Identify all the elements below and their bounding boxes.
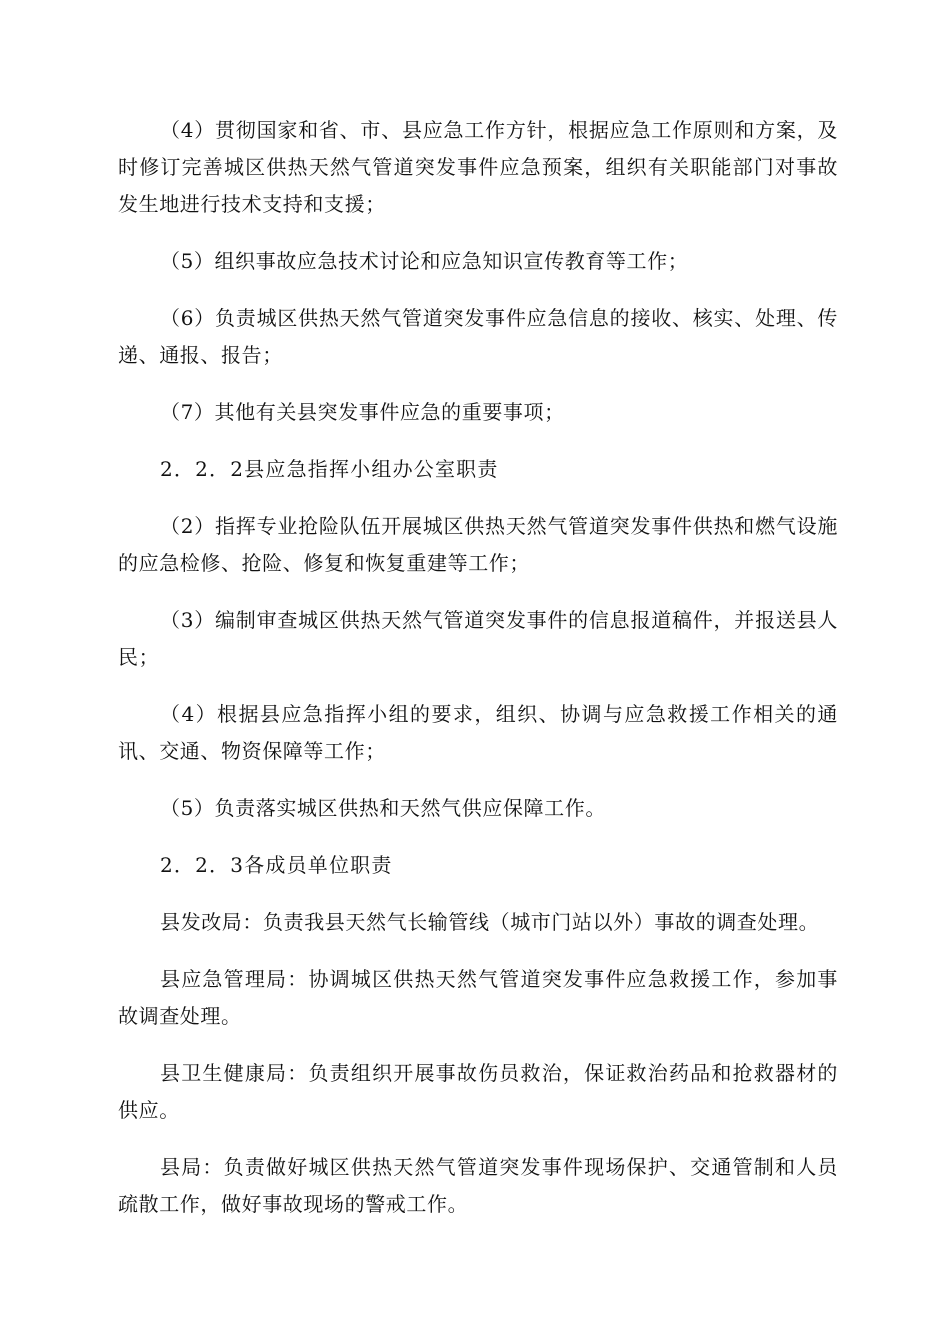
paragraph-office-item-5: （5）负责落实城区供热和天然气供应保障工作。 <box>160 796 606 820</box>
section-heading-2-2-2: 2．2．2县应急指挥小组办公室职责 <box>160 457 499 481</box>
paragraph-item-5-training: （5）组织事故应急技术讨论和应急知识宣传教育等工作； <box>160 249 689 273</box>
section-heading-2-2-3: 2．2．3各成员单位职责 <box>160 853 393 877</box>
paragraph-office-item-4: （4）根据县应急指挥小组的要求，组织、协调与应急救援工作相关的通讯、交通、物资保障等工作； <box>118 702 838 763</box>
paragraph-office-item-2: （2）指挥专业抢险队伍开展城区供热天然气管道突发事件供热和燃气设施的应急检修、抢险、修复和恢复重建等工作； <box>118 514 838 575</box>
paragraph-item-4-duties: （4）贯彻国家和省、市、县应急工作方针，根据应急工作原则和方案，及时修订完善城区供热天然气管道突发事件应急预案，组织有关职能部门对事故发生地进行技术支持和支援； <box>118 118 838 216</box>
paragraph-county-bureau: 县局：负责做好城区供热天然气管道突发事件现场保护、交通管制和人员疏散工作，做好事故现场的警戒工作。 <box>118 1155 838 1216</box>
paragraph-health-bureau: 县卫生健康局：负责组织开展事故伤员救治，保证救治药品和抢救器材的供应。 <box>118 1061 838 1122</box>
document-body <box>118 112 838 1243</box>
paragraph-emergency-management-bureau: 县应急管理局：协调城区供热天然气管道突发事件应急救援工作，参加事故调查处理。 <box>118 967 838 1028</box>
paragraph-item-7-other: （7）其他有关县突发事件应急的重要事项； <box>160 400 565 424</box>
paragraph-office-item-3: （3）编制审查城区供热天然气管道突发事件的信息报道稿件，并报送县人民； <box>118 608 838 669</box>
paragraph-item-6-information: （6）负责城区供热天然气管道突发事件应急信息的接收、核实、处理、传递、通报、报告； <box>118 306 838 367</box>
paragraph-development-reform-bureau: 县发改局：负责我县天然气长输管线（城市门站以外）事故的调查处理。 <box>160 910 820 934</box>
